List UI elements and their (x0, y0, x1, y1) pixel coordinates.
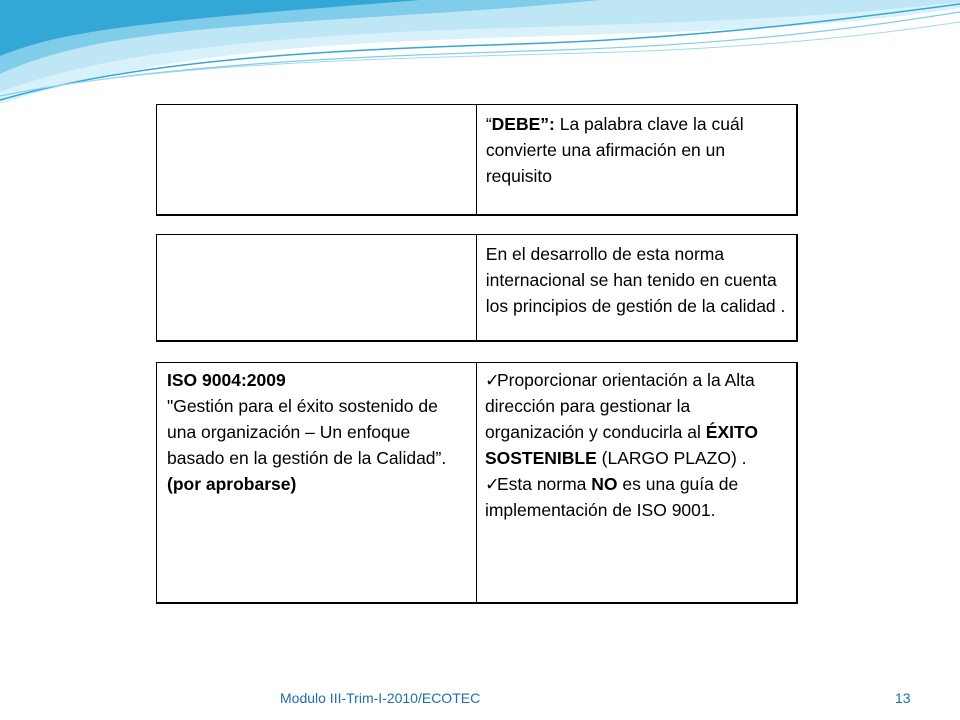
header-wave-decoration (0, 0, 960, 110)
iso9004-description: "Gestión para el éxito sostenido de una organización – Un enfoque basado en la gestión de la Calidad”. (167, 396, 447, 468)
empty-left-cell (157, 105, 477, 216)
bullet1-tail: (LARGO PLAZO) . (596, 448, 747, 468)
principles-text: En el desarrollo de esta norma internacional se han tenido en cuenta los principios de gestión de la calidad . (485, 244, 786, 316)
debe-definition-cell (476, 105, 797, 216)
bullet2-tail: es una guía de implementación de ISO 9001. (484, 474, 739, 520)
iso9004-box (156, 362, 798, 604)
bullet-item-2 (485, 471, 788, 523)
debe-definition-text: La palabra clave la cuál convierte una afirmación en un requisito (485, 114, 744, 186)
checkmark-icon: ✓ (484, 474, 500, 494)
checkmark-icon: ✓ (484, 370, 500, 390)
page-number: 13 (895, 690, 911, 706)
debe-term: DEBE”: (491, 114, 555, 134)
bullet1-bold: ÉXITO SOSTENIBLE (484, 422, 758, 468)
quote-mark: “ (485, 114, 492, 134)
iso9004-status: (por aprobarse) (167, 474, 297, 494)
iso9004-title: ISO 9004:2009 (167, 370, 286, 390)
iso9004-title-cell (157, 363, 477, 604)
principles-box (156, 234, 798, 342)
footer-label: Modulo III-Trim-I-2010/ECOTEC (280, 690, 481, 706)
empty-left-cell (157, 235, 477, 342)
iso9004-bullets-cell (476, 363, 797, 604)
bullet-item-1 (485, 367, 788, 471)
bullet1-text: Proporcionar orientación a la Alta dirección para gestionar la organización y conducirla al (484, 370, 755, 442)
bullet2-text: Esta norma (496, 474, 592, 494)
principles-cell (476, 235, 797, 342)
definition-box-debe (156, 104, 798, 216)
bullet2-bold: NO (591, 474, 618, 494)
